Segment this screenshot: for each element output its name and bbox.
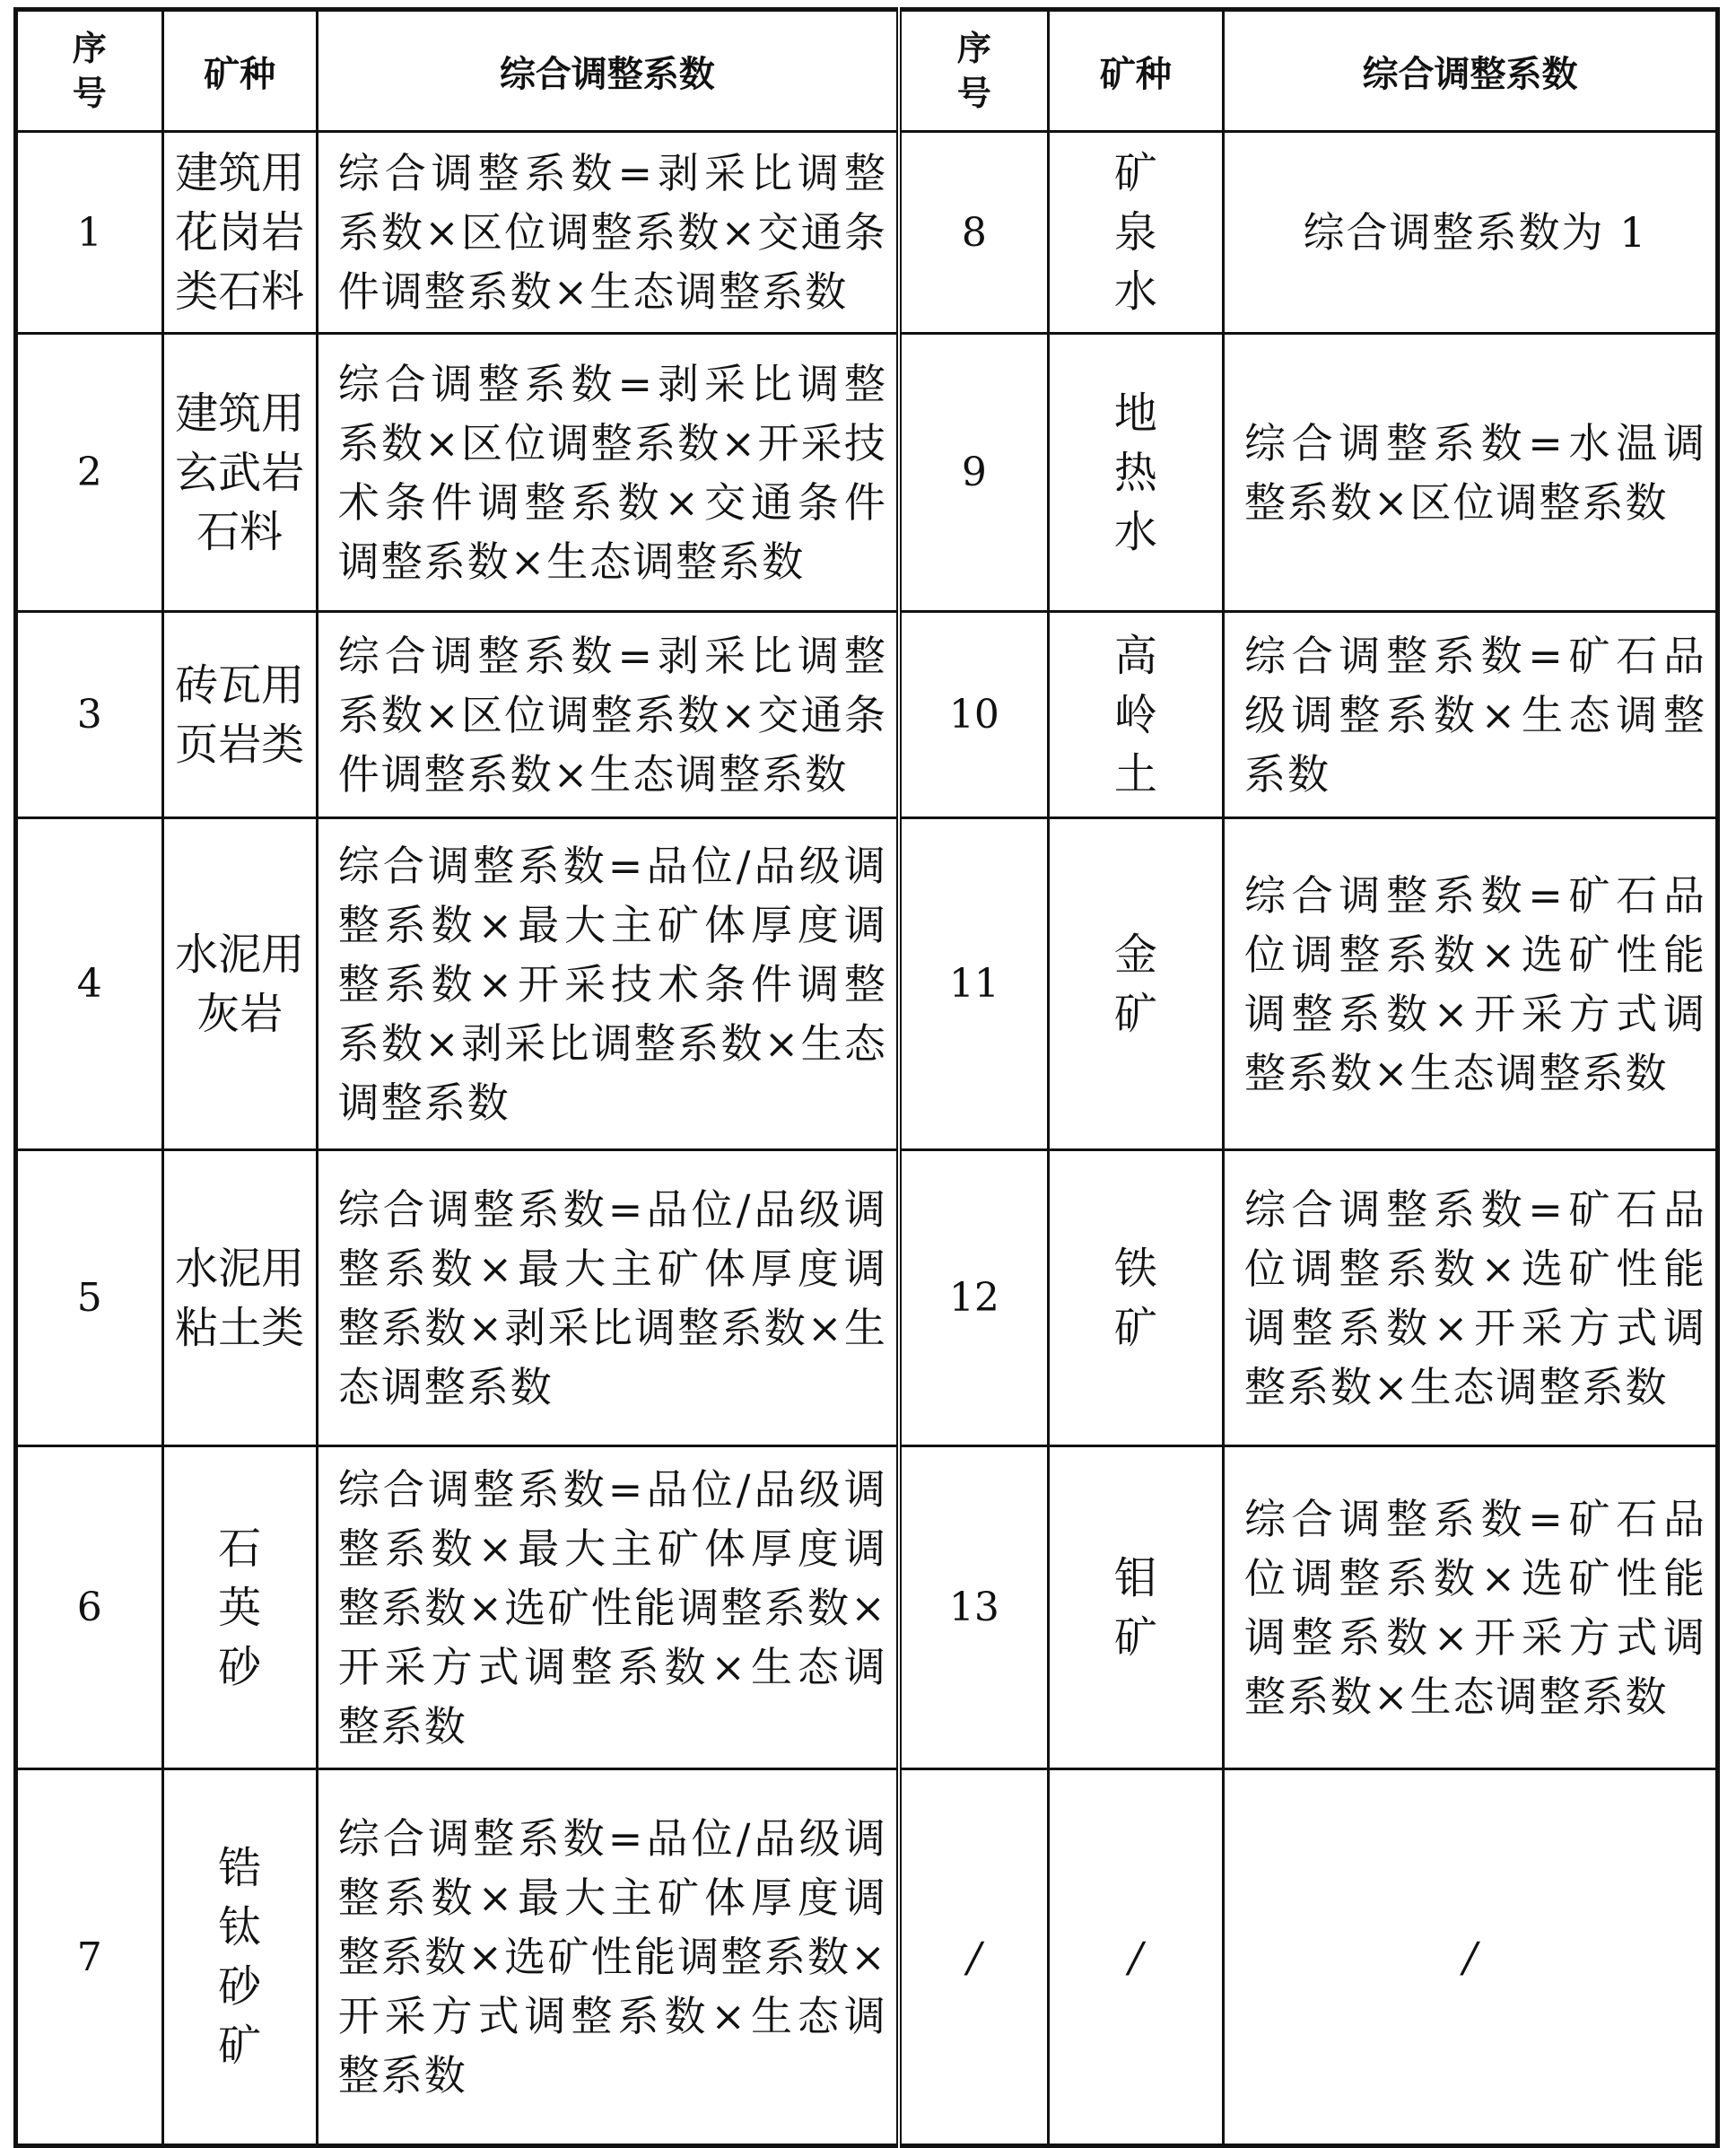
- coefficient-formula-right: 综合调整系数=矿石品位调整系数×选矿性能调整系数×开采方式调整系数×生态调整系数: [1223, 1446, 1717, 1769]
- header-coefficient-right: 综合调整系数: [1223, 10, 1717, 132]
- header-number-left: 序 号: [16, 10, 163, 132]
- header-coefficient-left: 综合调整系数: [317, 10, 899, 132]
- table-row: [16, 1150, 1718, 1446]
- mineral-name-line: 矿: [1113, 1611, 1157, 1663]
- header-mineral-right: 矿种: [1048, 10, 1223, 132]
- mineral-name-right: [1048, 1446, 1223, 1769]
- mineral-name-line: 砂: [218, 1641, 262, 1692]
- coefficient-formula-right: /: [1223, 1769, 1717, 2146]
- serial-number-right: /: [899, 1769, 1048, 2146]
- mineral-name-line: 砂: [218, 1961, 262, 2012]
- mineral-name-line: 金: [1113, 929, 1157, 980]
- mineral-name-line: 钛: [218, 1902, 262, 1952]
- mineral-name-right: [1048, 612, 1223, 818]
- mineral-name-line: 水泥用: [175, 929, 305, 980]
- mineral-name-line: /: [1129, 1933, 1143, 1981]
- mineral-name-left: [162, 334, 317, 612]
- mineral-name-line: 土: [1113, 748, 1157, 799]
- serial-number-left: 6: [16, 1446, 163, 1769]
- serial-number-left: 7: [16, 1769, 163, 2146]
- coefficient-formula-left: 综合调整系数=品位/品级调整系数×最大主矿体厚度调整系数×选矿性能调整系数×开采方式调整系数×生态调整系数: [317, 1446, 899, 1769]
- mineral-name-line: 石料: [196, 506, 284, 557]
- mineral-name-line: 热: [1113, 447, 1157, 498]
- serial-number-left: 2: [16, 334, 163, 612]
- coefficient-table: [13, 7, 1720, 2148]
- mineral-name-right: [1048, 1150, 1223, 1446]
- coefficient-formula-right: 综合调整系数=水温调整系数×区位调整系数: [1223, 334, 1717, 612]
- mineral-name-right: [1048, 1769, 1223, 2146]
- table-row: [16, 132, 1718, 334]
- mineral-name-line: 水泥用: [175, 1243, 305, 1294]
- table-row: [16, 1769, 1718, 2146]
- mineral-name-line: 地: [1113, 388, 1157, 439]
- table-row: [16, 1446, 1718, 1769]
- mineral-name-line: 花岗岩: [175, 207, 305, 258]
- mineral-name-line: 页岩类: [175, 719, 305, 770]
- mineral-name-left: [162, 1446, 317, 1769]
- mineral-name-line: 粘土类: [175, 1302, 305, 1353]
- table-header: [16, 10, 1718, 132]
- serial-number-left: 1: [16, 132, 163, 334]
- header-mineral-left: 矿种: [162, 10, 317, 132]
- mineral-name-left: [162, 1150, 317, 1446]
- table-row: [16, 334, 1718, 612]
- mineral-name-left: [162, 132, 317, 334]
- serial-number-right: 12: [899, 1150, 1048, 1446]
- header-row: [16, 10, 1718, 132]
- mineral-name-line: 锆: [218, 1843, 262, 1893]
- mineral-name-right: [1048, 132, 1223, 334]
- serial-number-left: 4: [16, 818, 163, 1150]
- mineral-name-line: 矿: [1113, 148, 1157, 198]
- mineral-name-line: 灰岩: [196, 988, 284, 1039]
- serial-number-right: 9: [899, 334, 1048, 612]
- table-body: [16, 132, 1718, 2146]
- mineral-name-line: 玄武岩: [175, 447, 305, 498]
- coefficient-formula-right: 综合调整系数=矿石品位调整系数×选矿性能调整系数×开采方式调整系数×生态调整系数: [1223, 1150, 1717, 1446]
- mineral-name-line: 高: [1113, 630, 1157, 681]
- mineral-name-line: 砖瓦用: [175, 659, 305, 711]
- table-row: [16, 612, 1718, 818]
- mineral-name-line: 矿: [1113, 988, 1157, 1039]
- coefficient-formula-right: 综合调整系数为 1: [1223, 132, 1717, 334]
- mineral-name-line: 泉: [1113, 207, 1157, 258]
- mineral-name-line: 水: [1113, 266, 1157, 317]
- mineral-name-right: [1048, 818, 1223, 1150]
- coefficient-formula-left: 综合调整系数=品位/品级调整系数×最大主矿体厚度调整系数×剥采比调整系数×生态调整系数: [317, 1150, 899, 1446]
- mineral-name-line: 钼: [1113, 1552, 1157, 1603]
- mineral-name-left: [162, 612, 317, 818]
- serial-number-right: 11: [899, 818, 1048, 1150]
- coefficient-formula-right: 综合调整系数=矿石品位调整系数×选矿性能调整系数×开采方式调整系数×生态调整系数: [1223, 818, 1717, 1150]
- coefficient-formula-left: 综合调整系数=剥采比调整系数×区位调整系数×开采技术条件调整系数×交通条件调整系数×生态调整系数: [317, 334, 899, 612]
- mineral-name-left: [162, 1769, 317, 2146]
- mineral-name-line: 英: [218, 1582, 262, 1633]
- mineral-name-line: 水: [1113, 506, 1157, 557]
- mineral-name-left: [162, 818, 317, 1150]
- mineral-name-line: 矿: [218, 2021, 262, 2071]
- mineral-name-right: [1048, 334, 1223, 612]
- serial-number-right: 8: [899, 132, 1048, 334]
- header-number-right: 序 号: [899, 10, 1048, 132]
- serial-number-right: 13: [899, 1446, 1048, 1769]
- coefficient-formula-left: 综合调整系数=剥采比调整系数×区位调整系数×交通条件调整系数×生态调整系数: [317, 612, 899, 818]
- mineral-name-line: 石: [218, 1523, 262, 1574]
- coefficient-formula-left: 综合调整系数=品位/品级调整系数×最大主矿体厚度调整系数×选矿性能调整系数×开采方式调整系数×生态调整系数: [317, 1769, 899, 2146]
- mineral-name-line: 类石料: [175, 266, 305, 317]
- coefficient-formula-right: 综合调整系数=矿石品级调整系数×生态调整系数: [1223, 612, 1717, 818]
- mineral-name-line: 铁: [1113, 1243, 1157, 1294]
- mineral-name-line: 矿: [1113, 1302, 1157, 1353]
- coefficient-formula-left: 综合调整系数=品位/品级调整系数×最大主矿体厚度调整系数×开采技术条件调整系数×剥采比调整系数×生态调整系数: [317, 818, 899, 1150]
- serial-number-right: 10: [899, 612, 1048, 818]
- serial-number-left: 5: [16, 1150, 163, 1446]
- mineral-name-line: 岭: [1113, 689, 1157, 740]
- table-row: [16, 818, 1718, 1150]
- mineral-name-line: 建筑用: [175, 388, 305, 439]
- coefficient-formula-left: 综合调整系数=剥采比调整系数×区位调整系数×交通条件调整系数×生态调整系数: [317, 132, 899, 334]
- serial-number-left: 3: [16, 612, 163, 818]
- mineral-name-line: 建筑用: [175, 148, 305, 198]
